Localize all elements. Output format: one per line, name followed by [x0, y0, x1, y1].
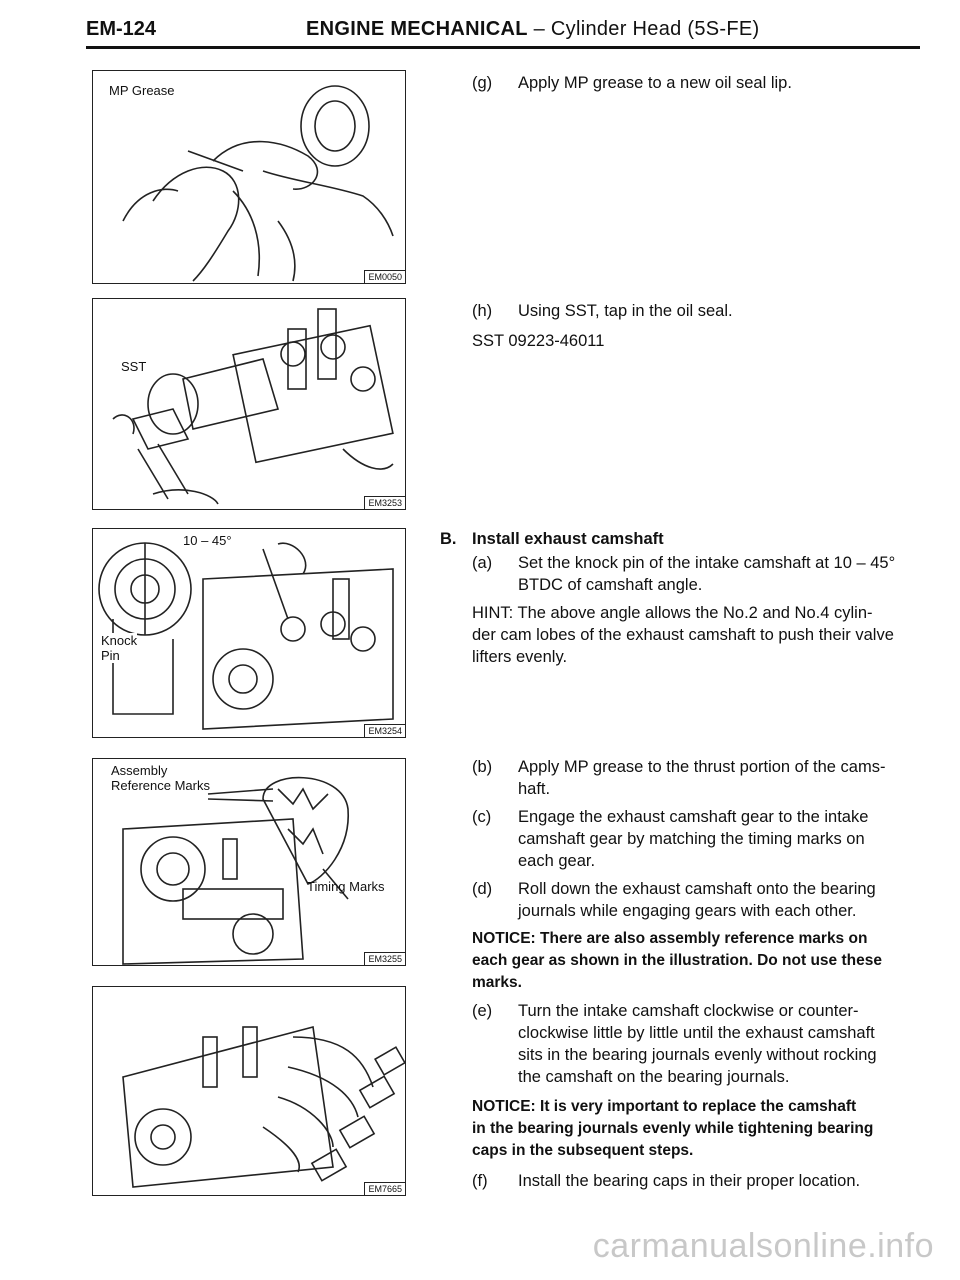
step-text-line: Set the knock pin of the intake camshaft at 10 – 45°: [518, 554, 896, 572]
label-angle: 10 – 45°: [183, 533, 232, 548]
notice-block-1: [472, 928, 922, 994]
figure-code: EM7665: [364, 1182, 405, 1195]
notice-line: marks.: [472, 974, 522, 991]
oil-seal-illustration: [93, 71, 405, 283]
notice-line: NOTICE: It is very important to replace the camshaft: [472, 1098, 857, 1115]
figure-code: EM0050: [364, 270, 405, 283]
step-text: Apply MP grease to a new oil seal lip.: [518, 74, 792, 92]
label-assembly: Assembly: [111, 763, 168, 778]
step-tag: (a): [472, 554, 493, 572]
step-tag: (d): [472, 880, 493, 898]
step-text-line: haft.: [518, 780, 551, 798]
figure-sst: [92, 298, 406, 510]
step-text-line: Turn the intake camshaft clockwise or counter-: [518, 1002, 859, 1020]
section-title-sub: – Cylinder Head (5S-FE): [527, 18, 760, 40]
knock-pin-illustration: [93, 529, 405, 737]
notice-line: each gear as shown in the illustration. Do not use these: [472, 952, 882, 969]
step-text-line: BTDC of camshaft angle.: [518, 576, 703, 594]
hint-line: lifters evenly.: [472, 648, 568, 666]
figure-knock-pin: [92, 528, 406, 738]
notice-line: NOTICE: There are also assembly reference marks on: [472, 930, 868, 947]
step-text-line: each gear.: [518, 852, 596, 870]
label-timing-marks: Timing Marks: [307, 879, 385, 894]
step-text-line: Roll down the exhaust camshaft onto the bearing: [518, 880, 876, 898]
hint-block: [472, 602, 922, 668]
label-pin: Pin: [101, 648, 120, 663]
section-tag: B.: [440, 530, 457, 548]
label-sst: SST: [121, 359, 147, 374]
figure-code: EM3255: [364, 952, 405, 965]
notice-line: caps in the subsequent steps.: [472, 1142, 694, 1159]
hint-line: HINT: The above angle allows the No.2 and No.4 cylin-: [472, 604, 873, 622]
label-knock: Knock: [101, 633, 138, 648]
figure-bearing-caps: [92, 986, 406, 1196]
step-text-line: clockwise little by little until the exhaust camshaft: [518, 1024, 875, 1042]
notice-block-2: [472, 1096, 922, 1162]
watermark: carmanualsonline.info: [592, 1227, 934, 1265]
step-tag: (e): [472, 1002, 493, 1020]
figure-code: EM3254: [364, 724, 405, 737]
section-title-main: ENGINE MECHANICAL: [306, 18, 528, 40]
step-text: Install the bearing caps in their proper location.: [518, 1172, 861, 1190]
section-title: [306, 18, 760, 41]
step-tag: (h): [472, 302, 493, 320]
step-tag: (c): [472, 808, 492, 826]
notice-line: in the bearing journals evenly while tightening bearing: [472, 1120, 874, 1137]
step-text-line: Engage the exhaust camshaft gear to the intake: [518, 808, 869, 826]
step-text: Using SST, tap in the oil seal.: [518, 302, 733, 320]
page-header: [86, 18, 920, 49]
figure-code: EM3253: [364, 496, 405, 509]
bearing-caps-illustration: [93, 987, 405, 1195]
step-text-line: the camshaft on the bearing journals.: [518, 1068, 790, 1086]
step-tag: (b): [472, 758, 493, 776]
label-mp-grease: MP Grease: [109, 83, 175, 98]
figure-timing-marks: [92, 758, 406, 966]
hint-line: der cam lobes of the exhaust camshaft to push their valve: [472, 626, 894, 644]
sst-number: SST 09223-46011: [472, 332, 605, 350]
label-reference-marks: Reference Marks: [111, 778, 210, 793]
section-heading: Install exhaust camshaft: [472, 530, 664, 548]
sst-tool-illustration: [93, 299, 405, 509]
step-text-line: Apply MP grease to the thrust portion of the cams-: [518, 758, 886, 776]
step-tag: (g): [472, 74, 493, 92]
step-text-line: camshaft gear by matching the timing marks on: [518, 830, 865, 848]
step-text-line: sits in the bearing journals evenly without rocking: [518, 1046, 877, 1064]
figure-mp-grease: [92, 70, 406, 284]
page-number: EM-124: [86, 18, 157, 40]
step-text-line: journals while engaging gears with each other.: [518, 902, 857, 920]
step-tag: (f): [472, 1172, 488, 1190]
